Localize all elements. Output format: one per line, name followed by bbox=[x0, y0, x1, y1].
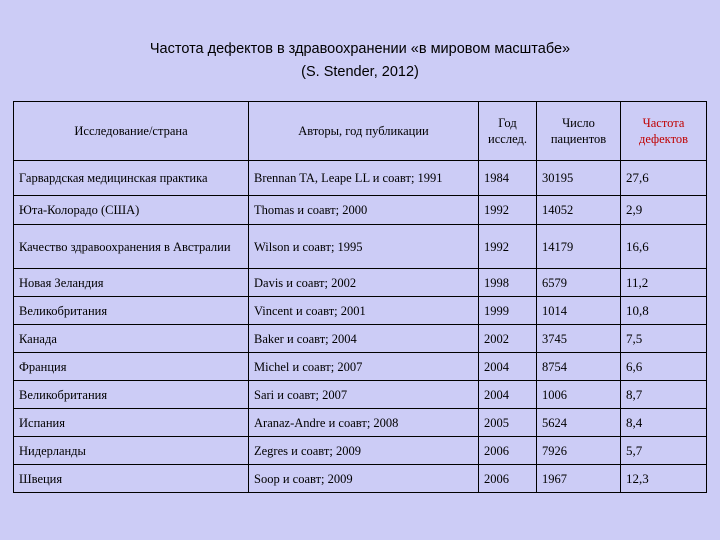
header-authors: Авторы, год публикации bbox=[249, 102, 479, 161]
table-row bbox=[14, 269, 707, 297]
header-patients-line2: пациентов bbox=[550, 132, 607, 146]
table-row bbox=[14, 225, 707, 269]
table-row bbox=[14, 161, 707, 196]
cell-authors: Aranaz-Andre и соавт; 2008 bbox=[249, 409, 479, 437]
header-patients-line1: Число bbox=[562, 116, 595, 130]
defect-rate-table bbox=[13, 101, 707, 493]
cell-study: Гарвардская медицинская практика bbox=[14, 161, 249, 196]
title-line-1: Частота дефектов в здравоохранении «в мировом масштабе» bbox=[149, 41, 571, 57]
cell-patients: 3745 bbox=[537, 325, 621, 353]
cell-patients: 8754 bbox=[537, 353, 621, 381]
cell-patients: 7926 bbox=[537, 437, 621, 465]
cell-rate: 5,7 bbox=[621, 437, 707, 465]
cell-study: Новая Зеландия bbox=[14, 269, 249, 297]
cell-authors: Michel и соавт; 2007 bbox=[249, 353, 479, 381]
table-row bbox=[14, 465, 707, 493]
cell-patients: 1967 bbox=[537, 465, 621, 493]
cell-year: 1992 bbox=[479, 196, 537, 225]
cell-authors: Vincent и соавт; 2001 bbox=[249, 297, 479, 325]
table-row bbox=[14, 353, 707, 381]
cell-rate: 27,6 bbox=[621, 161, 707, 196]
title-line-2: (S. Stender, 2012) bbox=[301, 64, 419, 80]
cell-year: 2006 bbox=[479, 437, 537, 465]
cell-authors: Zegres и соавт; 2009 bbox=[249, 437, 479, 465]
cell-authors: Wilson и соавт; 1995 bbox=[249, 225, 479, 269]
cell-study: Великобритания bbox=[14, 381, 249, 409]
cell-rate: 16,6 bbox=[621, 225, 707, 269]
cell-study: Швеция bbox=[14, 465, 249, 493]
cell-authors: Sari и соавт; 2007 bbox=[249, 381, 479, 409]
cell-authors: Brennan TA, Leape LL и соавт; 1991 bbox=[249, 161, 479, 196]
cell-study: Юта-Колорадо (США) bbox=[14, 196, 249, 225]
cell-year: 1984 bbox=[479, 161, 537, 196]
cell-year: 2002 bbox=[479, 325, 537, 353]
header-rate-line1: Частота bbox=[642, 116, 685, 130]
header-patients bbox=[537, 102, 621, 161]
cell-rate: 7,5 bbox=[621, 325, 707, 353]
table-row bbox=[14, 297, 707, 325]
cell-authors: Davis и соавт; 2002 bbox=[249, 269, 479, 297]
cell-year: 2004 bbox=[479, 353, 537, 381]
cell-study: Нидерланды bbox=[14, 437, 249, 465]
cell-patients: 1014 bbox=[537, 297, 621, 325]
cell-study: Испания bbox=[14, 409, 249, 437]
table-header-row bbox=[14, 102, 707, 161]
table-row bbox=[14, 409, 707, 437]
cell-study: Канада bbox=[14, 325, 249, 353]
cell-patients: 6579 bbox=[537, 269, 621, 297]
cell-authors: Soop и соавт; 2009 bbox=[249, 465, 479, 493]
table-row bbox=[14, 437, 707, 465]
header-year bbox=[479, 102, 537, 161]
cell-year: 2006 bbox=[479, 465, 537, 493]
cell-study: Качество здравоохранения в Австралии bbox=[14, 225, 249, 269]
cell-rate: 10,8 bbox=[621, 297, 707, 325]
cell-authors: Baker и соавт; 2004 bbox=[249, 325, 479, 353]
cell-year: 2004 bbox=[479, 381, 537, 409]
cell-study: Великобритания bbox=[14, 297, 249, 325]
cell-rate: 8,7 bbox=[621, 381, 707, 409]
table-row bbox=[14, 325, 707, 353]
cell-study: Франция bbox=[14, 353, 249, 381]
cell-rate: 12,3 bbox=[621, 465, 707, 493]
cell-year: 1998 bbox=[479, 269, 537, 297]
cell-rate: 2,9 bbox=[621, 196, 707, 225]
cell-rate: 6,6 bbox=[621, 353, 707, 381]
cell-year: 1992 bbox=[479, 225, 537, 269]
cell-patients: 14179 bbox=[537, 225, 621, 269]
table-row bbox=[14, 381, 707, 409]
cell-authors: Thomas и соавт; 2000 bbox=[249, 196, 479, 225]
header-year-line1: Год bbox=[498, 116, 517, 130]
header-rate-line2: дефектов bbox=[638, 132, 689, 146]
cell-patients: 14052 bbox=[537, 196, 621, 225]
cell-year: 1999 bbox=[479, 297, 537, 325]
table-row bbox=[14, 196, 707, 225]
cell-patients: 1006 bbox=[537, 381, 621, 409]
header-rate bbox=[621, 102, 707, 161]
cell-rate: 11,2 bbox=[621, 269, 707, 297]
cell-year: 2005 bbox=[479, 409, 537, 437]
cell-patients: 5624 bbox=[537, 409, 621, 437]
header-study: Исследование/страна bbox=[14, 102, 249, 161]
cell-rate: 8,4 bbox=[621, 409, 707, 437]
cell-patients: 30195 bbox=[537, 161, 621, 196]
header-year-line2: исслед. bbox=[488, 132, 527, 146]
slide-title bbox=[0, 38, 720, 84]
